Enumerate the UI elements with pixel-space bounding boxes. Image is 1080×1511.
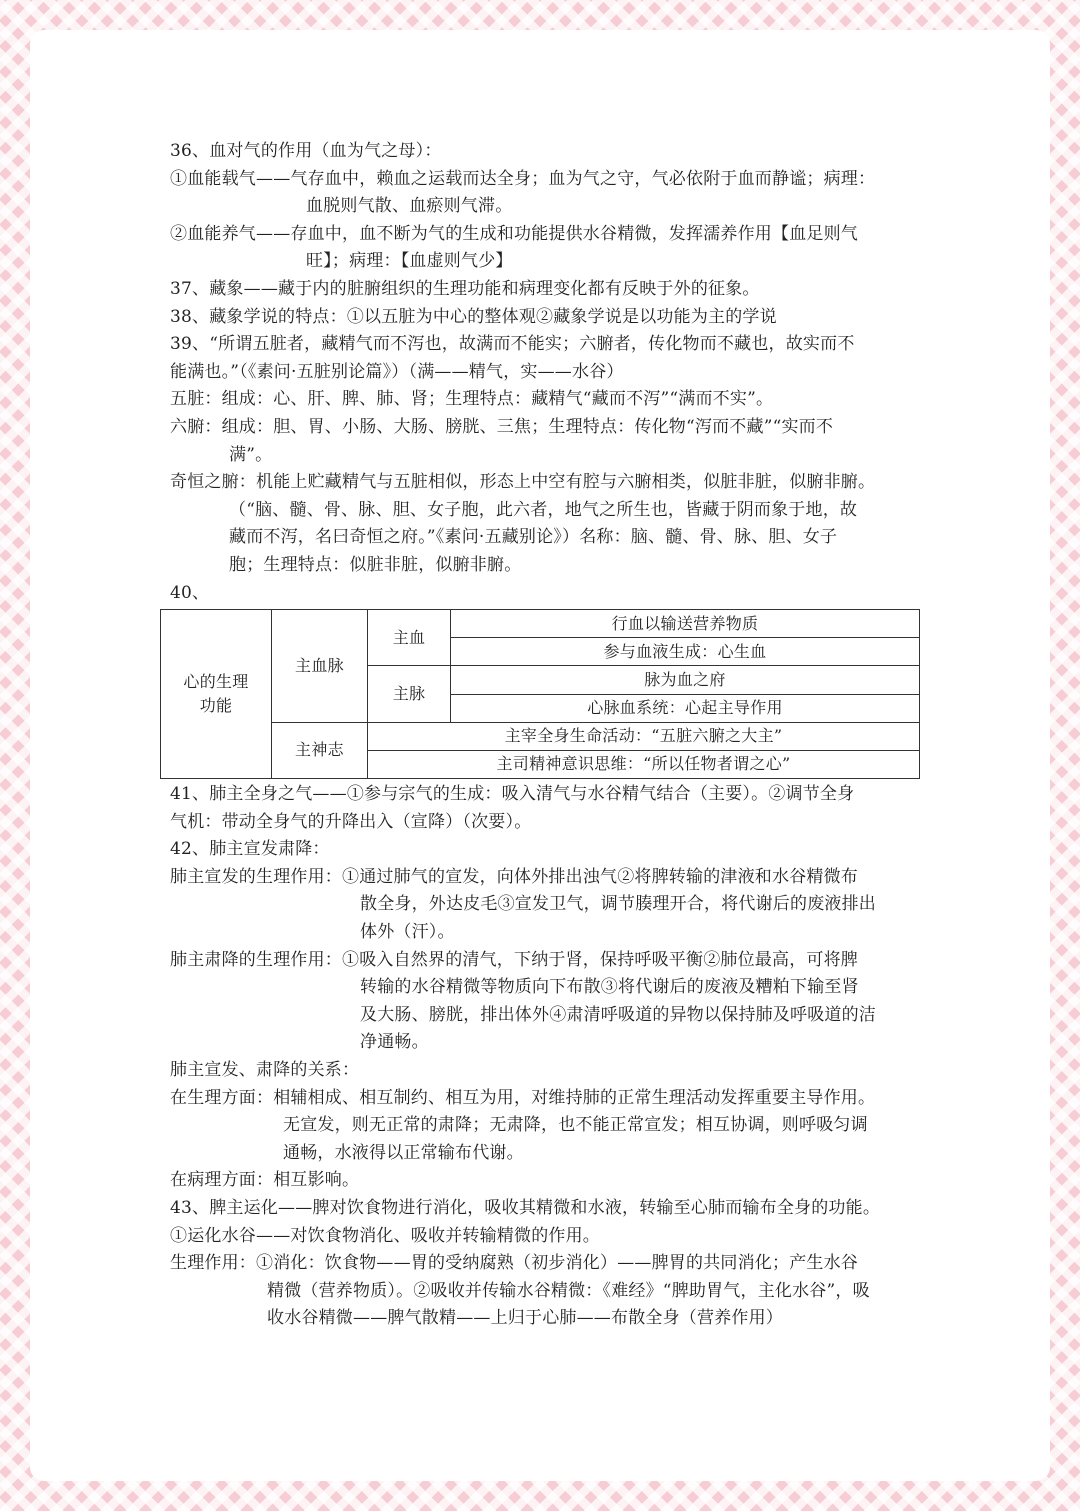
table-leaf-cell: 脉为血之府 [451,666,920,694]
text-line: 六腑：组成：胆、胃、小肠、大肠、膀胱、三焦；生理特点：传化物“泻而不藏”“实而不 [170,416,834,437]
text-line: ①运化水谷——对饮食物消化、吸收并转输精微的作用。 [170,1225,600,1246]
text-line: 在病理方面：相互影响。 [170,1170,360,1191]
table-zhumai-cell: 主脉 [368,666,451,722]
table-zhuxue-cell: 主血 [368,610,451,666]
table-zhushenzhi-cell: 主神志 [272,722,368,778]
text-line: 肺主肃降的生理作用：①吸入自然界的清气，下纳于肾，保持呼吸平衡②肺位最高，可将脾 [170,949,858,970]
text-line: 收水谷精微——脾气散精——上归于心肺——布散全身（营养作用） [267,1308,783,1329]
table-zhuxuemai-cell: 主血脉 [272,610,368,723]
text-line: 及大肠、膀胱，排出体外④肃清呼吸道的异物以保持肺及呼吸道的洁 [360,1004,876,1025]
text-line: 在生理方面：相辅相成、相互制约、相互为用，对维持肺的正常生理活动发挥重要主导作用。 [170,1087,876,1108]
text-line: （“脑、髓、骨、脉、胆、女子胞，此六者，地气之所生也，皆藏于阴而象于地，故 [229,499,858,520]
text-line: ②血能养气——存血中，血不断为气的生成和功能提供水谷精微，发挥濡养作用【血足则气 [170,223,858,244]
text-line: 体外（汗）。 [360,922,455,943]
text-line: ①血能载气——气存血中，赖血之运载而达全身；血为气之守，气必依附于血而静谧；病理： [170,168,876,189]
table-leaf-cell: 心脉血系统：心起主导作用 [451,694,920,722]
heading-36: 36、血对气的作用（血为气之母）： [170,141,442,161]
text-line: 散全身，外达皮毛③宣发卫气，调节腠理开合，将代谢后的废液排出 [360,894,876,915]
heading-39: 39、“所谓五脏者，藏精气而不泻也，故满而不能实；六腑者，传化物而不藏也，故实而不 [170,334,855,355]
document-page [30,30,1050,1481]
text-line: 血脱则气散、血瘀则气滞。 [306,196,513,217]
table-root-label-line2: 功能 [199,696,233,716]
text-line: 五脏：组成：心、肝、脾、肺、肾；生理特点：藏精气“藏而不泻”“满而不实”。 [170,389,774,410]
heart-function-table-wrap [160,609,915,779]
text-line: 肺主宣发的生理作用：①通过肺气的宣发，向体外排出浊气②将脾转输的津液和水谷精微布 [170,866,858,887]
text-line: 通畅，水液得以正常输布代谢。 [283,1142,524,1163]
text-line: 满”。 [229,444,273,465]
text-line: 胞；生理特点：似脏非脏，似腑非腑。 [229,554,522,575]
heading-40: 40、 [170,582,210,603]
heart-function-table [160,609,920,779]
text-line: 能满也。”（《素问·五脏别论篇》）（满——精气，实——水谷） [170,361,624,382]
text-line: 转输的水谷精微等物质向下布散③将代谢后的废液及糟粕下输至肾 [360,977,859,998]
table-leaf-cell: 行血以输送营养物质 [451,610,920,638]
text-line: 生理作用：①消化：饮食物——胃的受纳腐熟（初步消化）——脾胃的共同消化；产生水谷 [170,1253,858,1274]
text-line: 奇恒之腑：机能上贮藏精气与五脏相似，形态上中空有腔与六腑相类，似脏非脏，似腑非腑。 [170,472,876,493]
heading-43: 43、脾主运化——脾对饮食物进行消化，吸收其精微和水液，转输至心肺而输布全身的功能。 [170,1198,881,1218]
table-leaf-cell: 参与血液生成：心生血 [451,638,920,666]
table-root-cell [161,610,272,779]
text-line: 气机：带动全身气的升降出入（宣降）（次要）。 [170,811,532,832]
document-body [170,138,915,1333]
heading-37: 37、藏象——藏于内的脏腑组织的生理功能和病理变化都有反映于外的征象。 [170,278,760,299]
text-line: 无宣发，则无正常的肃降；无肃降，也不能正常宣发；相互协调，则呼吸匀调 [283,1115,868,1136]
text-line: 藏而不泻，名曰奇恒之府。”《素问·五藏别论》）名称：脑、髓、骨、脉、胆、女子 [229,527,838,548]
table-leaf-cell: 主宰全身生命活动：“五脏六腑之大主” [368,722,920,750]
table-root-label-line1: 心的生理 [183,672,249,692]
heading-42: 42、肺主宣发肃降： [170,839,330,860]
table-leaf-cell: 主司精神意识思维：“所以任物者谓之心” [368,750,920,778]
text-line: 旺】；病理：【血虚则气少】 [306,251,513,272]
heading-41: 41、肺主全身之气——①参与宗气的生成：吸入清气与水谷精气结合（主要）。②调节全身 [170,784,855,805]
text-line: 肺主宣发、肃降的关系： [170,1060,360,1081]
text-line: 净通畅。 [360,1032,429,1053]
heading-38: 38、藏象学说的特点：①以五脏为中心的整体观②藏象学说是以功能为主的学说 [170,306,777,327]
text-line: 精微（营养物质）。②吸收并传输水谷精微：《难经》“脾助胃气，主化水谷”，吸 [267,1280,870,1301]
